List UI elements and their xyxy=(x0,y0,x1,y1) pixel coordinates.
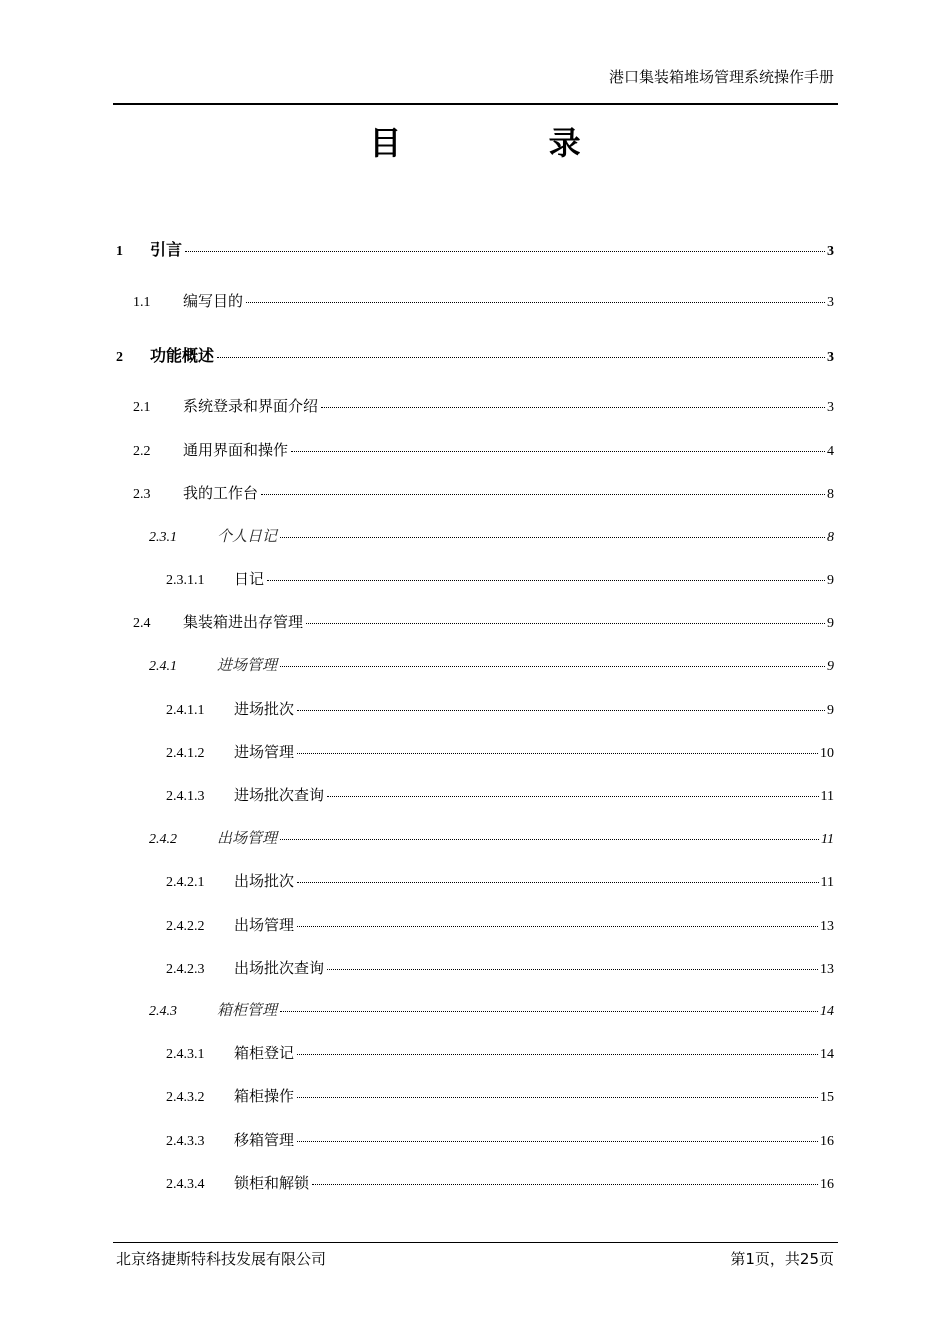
toc-entry-number: 2.2 xyxy=(133,444,151,459)
toc-entry[interactable] xyxy=(149,999,834,1021)
toc-entry[interactable] xyxy=(149,827,834,849)
toc-entry-page: 9 xyxy=(827,573,834,588)
toc-entry-page: 9 xyxy=(827,616,834,631)
toc-entry[interactable] xyxy=(133,395,834,417)
footer-divider xyxy=(113,1242,838,1243)
toc-dot-leader xyxy=(297,753,818,754)
toc-entry[interactable] xyxy=(166,784,834,806)
toc-dot-leader xyxy=(261,494,825,495)
toc-entry-number: 2.1 xyxy=(133,400,151,415)
toc-dot-leader xyxy=(291,451,825,452)
toc-entry-title: 进场管理 xyxy=(217,656,278,674)
toc-entry-title: 个人日记 xyxy=(217,527,278,545)
toc-entry-title: 引言 xyxy=(150,240,183,259)
toc-entry-title: 我的工作台 xyxy=(183,484,259,502)
toc-dot-leader xyxy=(280,537,825,538)
toc-entry[interactable] xyxy=(166,870,834,892)
toc-entry-number: 2.4.2.3 xyxy=(166,962,205,977)
toc-entry-page: 10 xyxy=(820,746,834,761)
toc-entry-page: 16 xyxy=(820,1177,834,1192)
toc-entry[interactable] xyxy=(166,1042,834,1064)
footer-page-info: 第1页，共25页 xyxy=(730,1250,834,1268)
toc-entry[interactable] xyxy=(116,237,834,259)
toc-dot-leader xyxy=(217,357,825,358)
toc-entry[interactable] xyxy=(166,568,834,590)
toc-entry-title: 通用界面和操作 xyxy=(183,441,289,459)
toc-dot-leader xyxy=(297,710,825,711)
toc-entry-page: 13 xyxy=(820,919,834,934)
toc-entry-page: 8 xyxy=(827,530,834,545)
toc-entry[interactable] xyxy=(116,343,834,365)
toc-entry-title: 功能概述 xyxy=(150,346,215,365)
footer-company: 北京络捷斯特科技发展有限公司 xyxy=(116,1250,327,1268)
toc-entry-number: 2.3.1 xyxy=(149,530,177,545)
toc-entry-page: 3 xyxy=(827,244,834,259)
toc-entry-title: 出场管理 xyxy=(217,829,278,847)
toc-entry-number: 2.4.3.4 xyxy=(166,1177,205,1192)
toc-entry[interactable] xyxy=(166,1172,834,1194)
toc-entry-page: 11 xyxy=(821,832,834,847)
toc-entry-number: 2.4.3 xyxy=(149,1004,177,1019)
toc-entry-title: 日记 xyxy=(234,570,265,588)
toc-dot-leader xyxy=(297,882,819,883)
toc-entry-title: 移箱管理 xyxy=(234,1131,295,1149)
toc-entry-number: 2.4.1.2 xyxy=(166,746,205,761)
toc-dot-leader xyxy=(312,1184,818,1185)
toc-entry-number: 2.4.1.1 xyxy=(166,703,205,718)
toc-entry-page: 14 xyxy=(820,1004,834,1019)
toc-entry-number: 2.4.3.2 xyxy=(166,1090,205,1105)
toc-dot-leader xyxy=(280,666,825,667)
toc-entry-title: 出场管理 xyxy=(234,916,295,934)
toc-entry-page: 9 xyxy=(827,703,834,718)
toc-entry-number: 2.4 xyxy=(133,616,151,631)
toc-entry-title: 锁柜和解锁 xyxy=(234,1174,310,1192)
toc-dot-leader xyxy=(185,251,825,252)
toc-entry[interactable] xyxy=(149,654,834,676)
toc-entry[interactable] xyxy=(166,914,834,936)
toc-entry-title: 进场批次查询 xyxy=(234,786,325,804)
toc-dot-leader xyxy=(297,1141,818,1142)
toc-entry-page: 4 xyxy=(827,444,834,459)
toc-entry-page: 14 xyxy=(820,1047,834,1062)
toc-entry-title: 编写目的 xyxy=(183,292,244,310)
toc-entry[interactable] xyxy=(166,741,834,763)
toc-entry-number: 2.4.3.3 xyxy=(166,1134,205,1149)
toc-entry[interactable] xyxy=(133,482,834,504)
toc-entry-title: 出场批次查询 xyxy=(234,959,325,977)
toc-entry-page: 16 xyxy=(820,1134,834,1149)
toc-entry-number: 2.4.1.3 xyxy=(166,789,205,804)
toc-entry-number: 2 xyxy=(116,350,123,365)
toc-entry-number: 1 xyxy=(116,244,123,259)
toc-entry[interactable] xyxy=(166,957,834,979)
toc-entry-title: 进场批次 xyxy=(234,700,295,718)
toc-entry-page: 3 xyxy=(827,400,834,415)
toc-entry-page: 11 xyxy=(820,875,834,890)
toc-dot-leader xyxy=(280,839,819,840)
toc-entry-number: 2.4.2 xyxy=(149,832,177,847)
toc-dot-leader xyxy=(280,1011,818,1012)
toc-entry-title: 箱柜管理 xyxy=(217,1001,278,1019)
toc-entry-page: 13 xyxy=(820,962,834,977)
toc-entry-title: 箱柜操作 xyxy=(234,1087,295,1105)
toc-dot-leader xyxy=(297,1097,818,1098)
toc-entry-number: 2.4.2.1 xyxy=(166,875,205,890)
toc-entry-title: 集装箱进出存管理 xyxy=(183,613,304,631)
toc-dot-leader xyxy=(321,407,825,408)
toc-entry-title: 箱柜登记 xyxy=(234,1044,295,1062)
toc-entry-number: 1.1 xyxy=(133,295,151,310)
toc-entry[interactable] xyxy=(166,1129,834,1151)
toc-entry-page: 3 xyxy=(827,295,834,310)
toc-entry-title: 进场管理 xyxy=(234,743,295,761)
toc-entry-number: 2.3 xyxy=(133,487,151,502)
toc-entry-page: 8 xyxy=(827,487,834,502)
toc-entry[interactable] xyxy=(149,525,834,547)
document-header-title: 港口集装箱堆场管理系统操作手册 xyxy=(608,68,834,86)
toc-entry[interactable] xyxy=(133,290,834,312)
toc-dot-leader xyxy=(297,926,818,927)
toc-dot-leader xyxy=(327,796,819,797)
toc-entry-page: 9 xyxy=(827,659,834,674)
toc-entry-page: 11 xyxy=(820,789,834,804)
toc-entry-title: 出场批次 xyxy=(234,872,295,890)
toc-entry-page: 15 xyxy=(820,1090,834,1105)
toc-entry-number: 2.4.2.2 xyxy=(166,919,205,934)
toc-dot-leader xyxy=(246,302,825,303)
toc-dot-leader xyxy=(267,580,825,581)
toc-entry[interactable] xyxy=(166,698,834,720)
toc-dot-leader xyxy=(306,623,825,624)
toc-entry[interactable] xyxy=(166,1085,834,1107)
toc-entry[interactable] xyxy=(133,439,834,461)
toc-entry-title: 系统登录和界面介绍 xyxy=(183,397,319,415)
toc-entry[interactable] xyxy=(133,611,834,633)
toc-dot-leader xyxy=(327,969,818,970)
toc-entry-number: 2.3.1.1 xyxy=(166,573,205,588)
toc-title: 目 录 xyxy=(369,124,649,162)
toc-dot-leader xyxy=(297,1054,818,1055)
toc-entry-page: 3 xyxy=(827,350,834,365)
toc-entry-number: 2.4.3.1 xyxy=(166,1047,205,1062)
toc-entry-number: 2.4.1 xyxy=(149,659,177,674)
